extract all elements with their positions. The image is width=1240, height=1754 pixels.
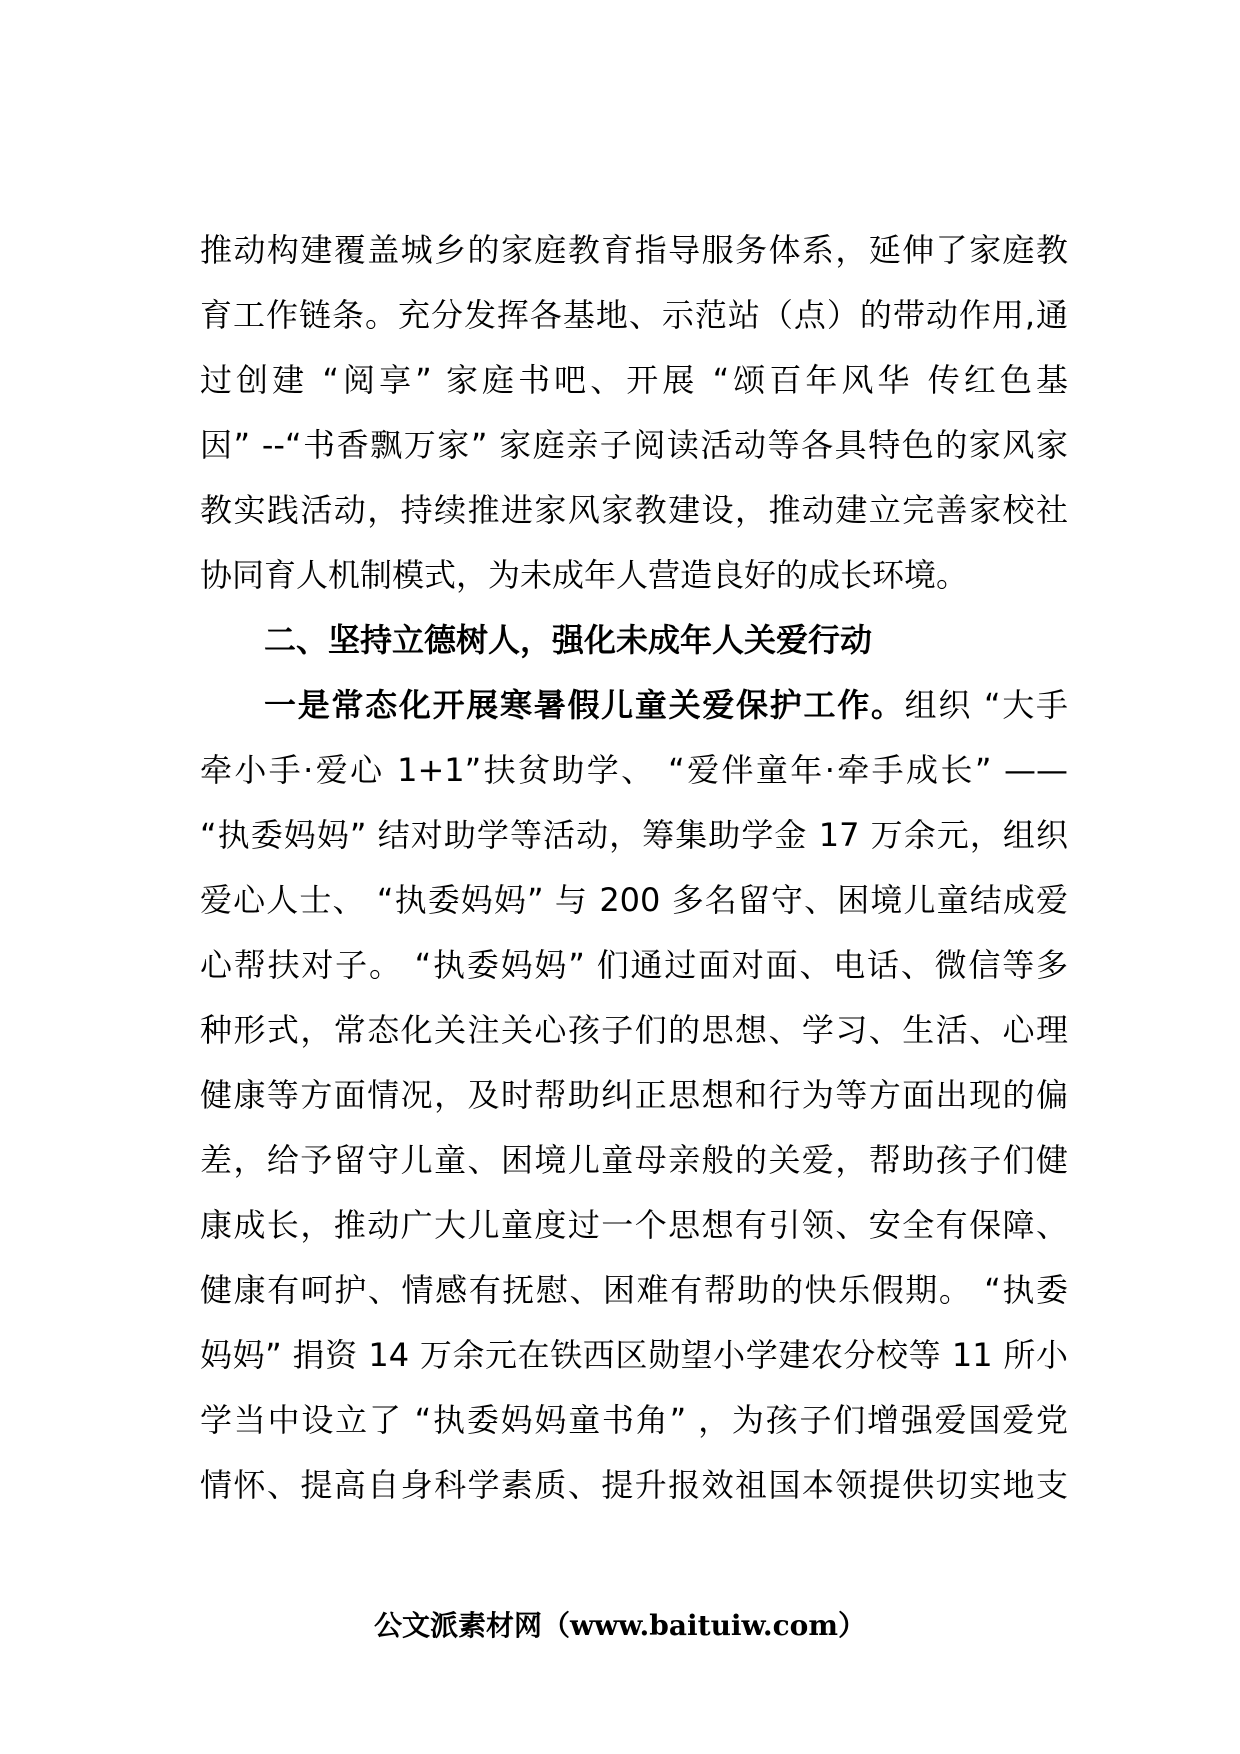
text-line: 教实践活动，持续推进家风家教建设，推动建立完善家校社 <box>200 491 1068 529</box>
section-heading: 二、坚持立德树人，强化未成年人关爱行动 <box>264 621 873 659</box>
text-line: “执委妈妈” 结对助学等活动，筹集助学金 17 万余元，组织 <box>200 816 1068 854</box>
text-line: 协同育人机制模式，为未成年人营造良好的成长环境。 <box>200 556 969 594</box>
text-line: 育工作链条。充分发挥各基地、示范站（点）的带动作用,通 <box>200 296 1068 334</box>
text-line: 健康有呵护、情感有抚慰、困难有帮助的快乐假期。 “执委 <box>200 1271 1068 1309</box>
lead-sentence: 一是常态化开展寒暑假儿童关爱保护工作。 <box>264 686 905 724</box>
text-line: 种形式，常态化关注关心孩子们的思想、学习、生活、心理 <box>200 1011 1068 1049</box>
text-line: 因” --“书香飘万家” 家庭亲子阅读活动等各具特色的家风家 <box>200 426 1068 464</box>
text-line: 健康等方面情况，及时帮助纠正思想和行为等方面出现的偏 <box>200 1076 1068 1114</box>
text-line: 学当中设立了 “执委妈妈童书角” ，为孩子们增强爱国爱党 <box>200 1401 1068 1439</box>
first-line <box>200 673 1068 738</box>
text-line: 妈妈” 捐资 14 万余元在铁西区勋望小学建农分校等 11 所小 <box>200 1336 1068 1374</box>
text-line: 推动构建覆盖城乡的家庭教育指导服务体系，延伸了家庭教 <box>200 231 1068 269</box>
document-body <box>200 218 1068 1518</box>
footer-watermark: 公文派素材网（www.baituiw.com） <box>374 1609 866 1642</box>
text-line: 过创建 “阅享” 家庭书吧、开展 “颂百年风华 传红色基 <box>200 361 1068 399</box>
paragraph-family-education <box>200 218 1068 608</box>
lead-line-rest: 组织 “大手 <box>904 686 1068 724</box>
text-line: 差，给予留守儿童、困境儿童母亲般的关爱，帮助孩子们健 <box>200 1141 1068 1179</box>
text-line: 康成长，推动广大儿童度过一个思想有引领、安全有保障、 <box>200 1206 1068 1244</box>
text-line: 牵小手·爱心 1+1”扶贫助学、 “爱伴童年·牵手成长” —— <box>200 751 1068 789</box>
text-line: 爱心人士、 “执委妈妈” 与 200 多名留守、困境儿童结成爱 <box>200 881 1068 919</box>
text-line: 情怀、提高自身科学素质、提升报效祖国本领提供切实地支 <box>200 1466 1068 1504</box>
paragraph-child-care <box>200 673 1068 1518</box>
text-line: 心帮扶对子。 “执委妈妈” 们通过面对面、电话、微信等多 <box>200 946 1068 984</box>
